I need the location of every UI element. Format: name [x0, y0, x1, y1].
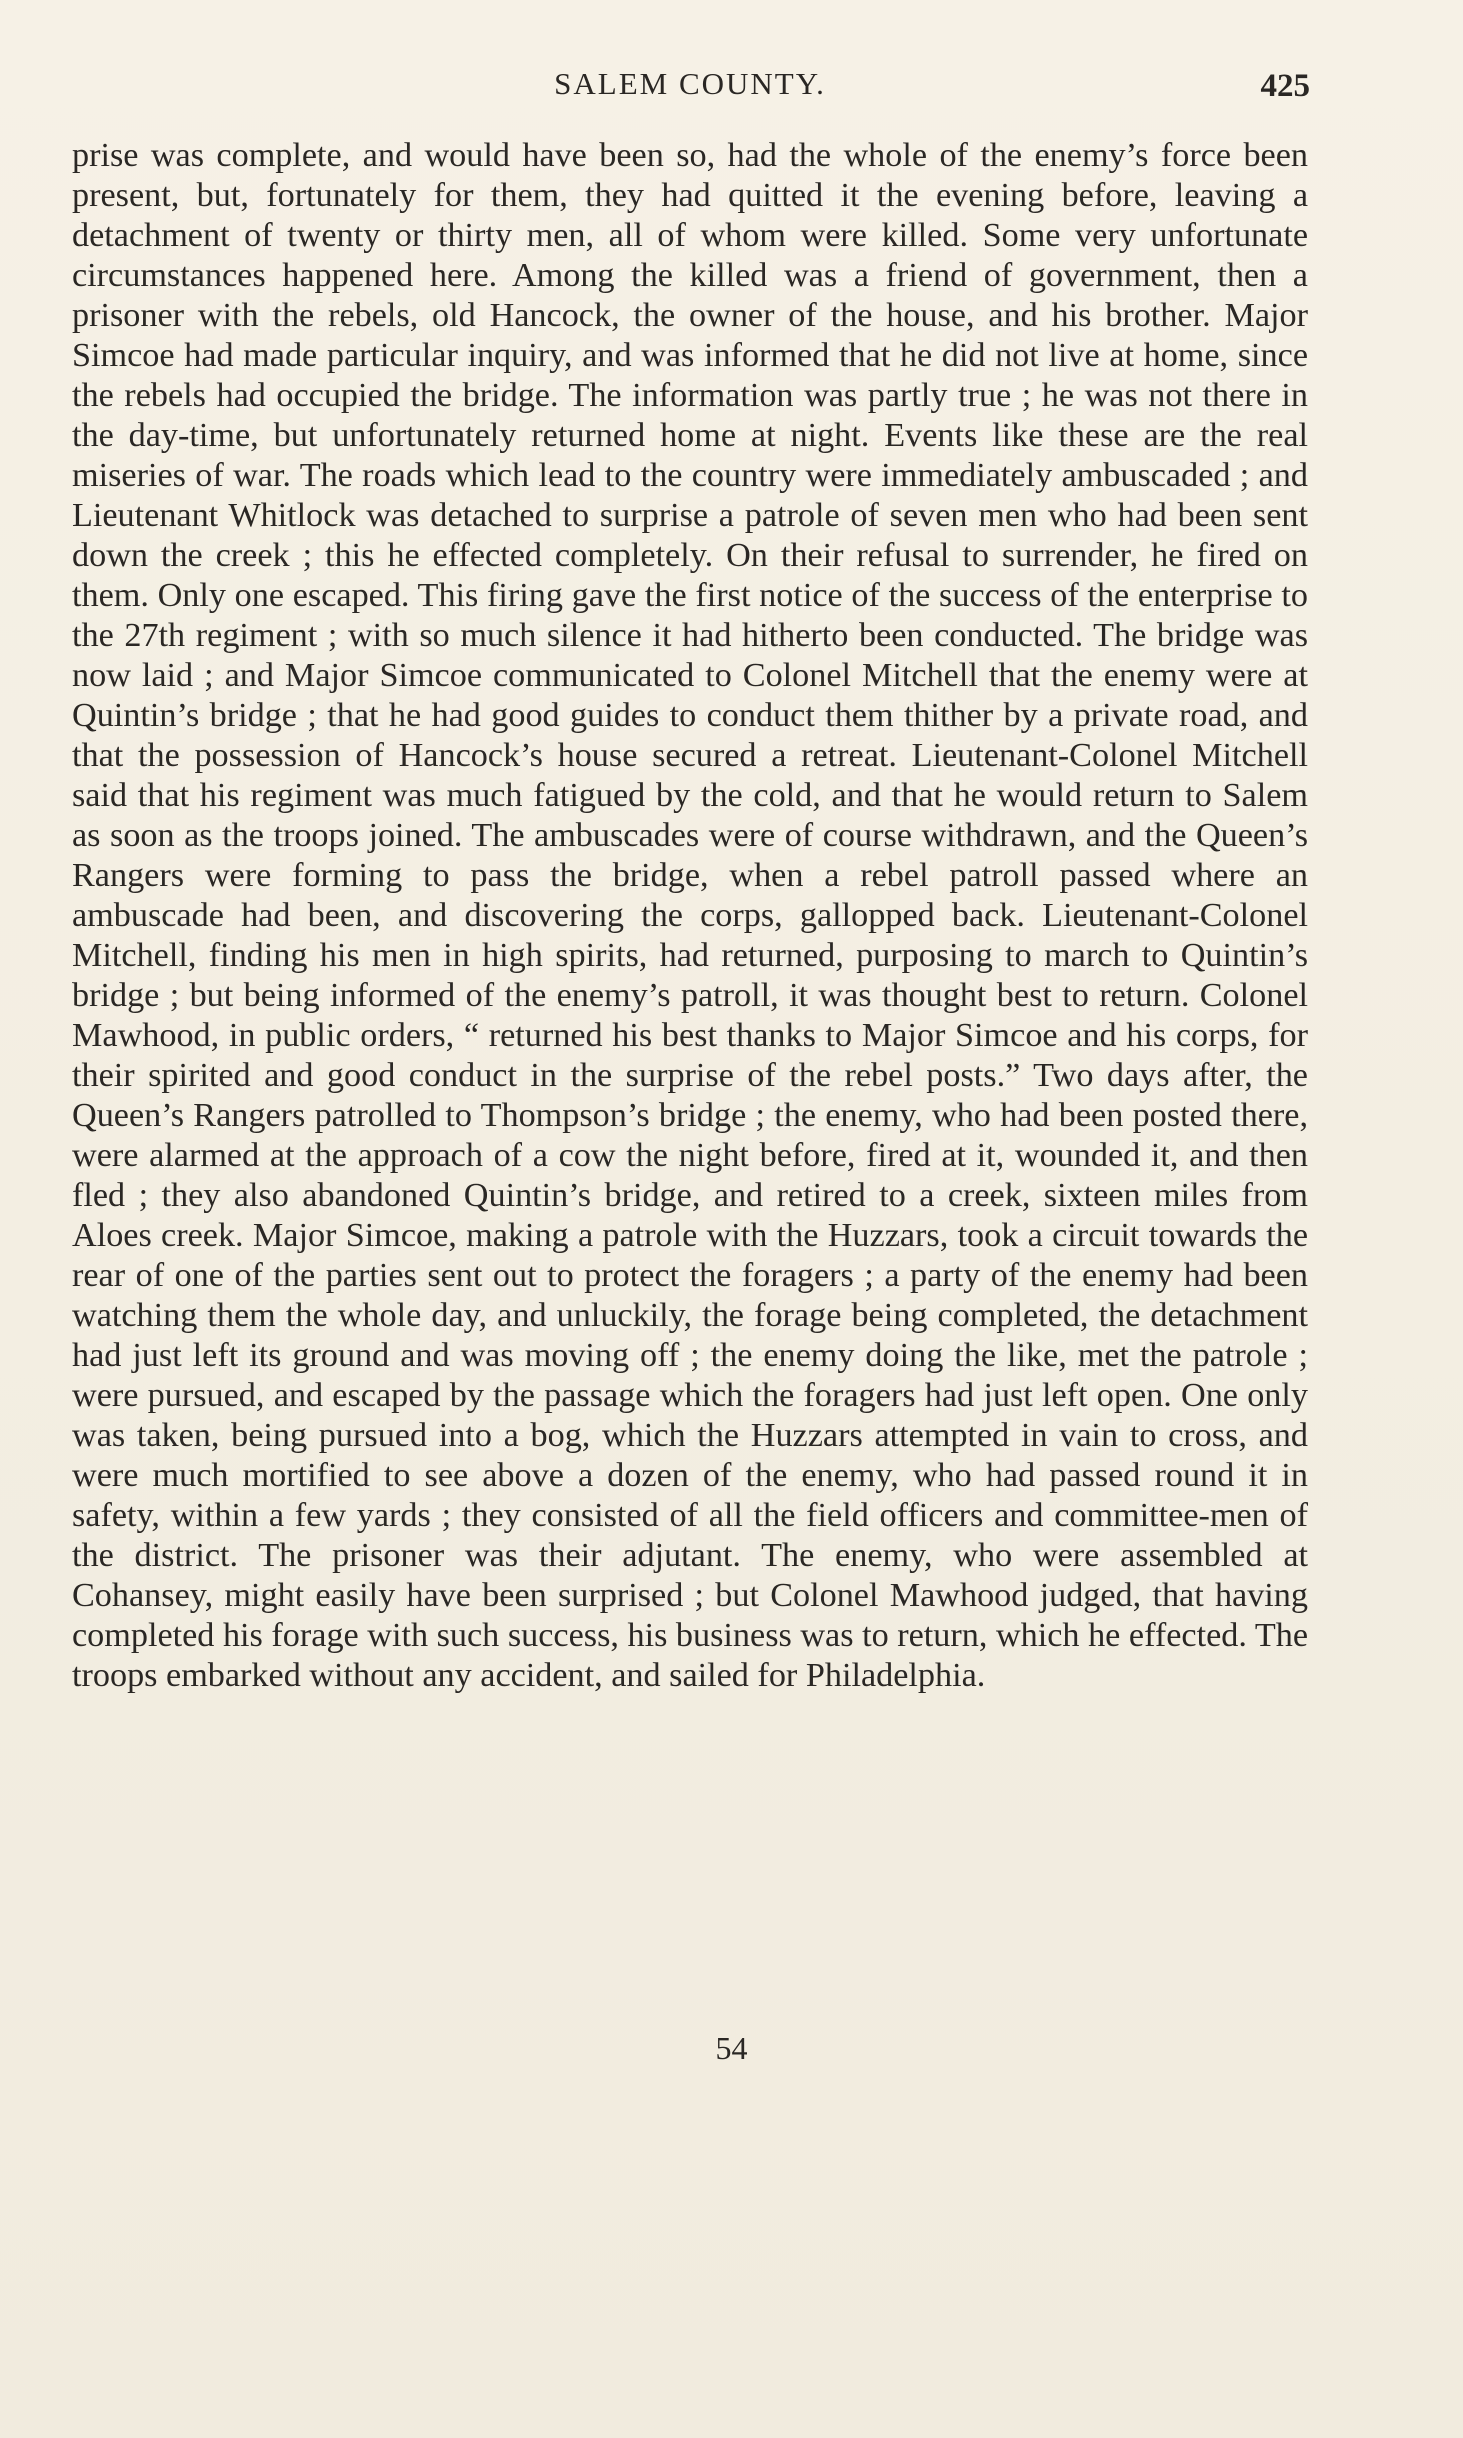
signature-mark: 54 — [715, 2030, 748, 2066]
running-head: SALEM COUNTY. — [554, 66, 826, 101]
paragraph: prise was complete, and would have been so, had the whole of the enemy’s force been present, but, fortunately for them, they had quitted it the evening before, leaving a detachment of twenty or thirty men, all of whom were killed. Some very unfortunate circumstances happened here. Among the killed was a friend of government, then a prisoner with the rebels, old Hancock, the owner of the house, and his brother. Major Simcoe had made particular inquiry, and was informed that he did not live at home, since the rebels had occupied the bridge. The information was partly true ; he was not there in the day-time, but unfortunately returned home at night. Events like these are the real miseries of war. The roads which lead to the country were immediately ambuscaded ; and Lieutenant Whitlock was detached to surprise a patrole of seven men who had been sent down the creek ; this he effected completely. On their refusal to surrender, he fired on them. Only one escaped. This firing gave the first notice of the success of the enterprise to the 27th regiment ; with so much silence it had hitherto been conducted. The bridge was now laid ; and Major Simcoe communicated to Colonel Mitchell that the enemy were at Quintin’s bridge ; that he had good guides to conduct them thither by a private road, and that the possession of Hancock’s house secured a retreat. Lieutenant-Colonel Mitchell said that his regiment was much fatigued by the cold, and that he would return to Salem as soon as the troops joined. The ambuscades were of course withdrawn, and the Queen’s Rangers were forming to pass the bridge, when a rebel patroll passed where an ambuscade had been, and discovering the corps, gallopped back. Lieutenant-Colonel Mitchell, finding his men in high spirits, had returned, purposing to march to Quintin’s bridge ; but being informed of the enemy’s patroll, it was thought best to return. Colonel Mawhood, in public orders, “ returned his best thanks to Major Simcoe and his corps, for their spirited and good conduct in the surprise of the rebel posts.” Two days after, the Queen’s Rangers patrolled to Thompson’s bridge ; the enemy, who had been posted there, were alarmed at the approach of a cow the night before, fired at it, wounded it, and then fled ; they also abandoned Quintin’s bridge, and retired to a creek, sixteen miles from Aloes creek. Major Simcoe, making a patrole with the Huzzars, took a circuit towards the rear of one of the parties sent out to protect the foragers ; a party of the enemy had been watching them the whole day, and unluckily, the forage being completed, the detachment had just left its ground and was moving off ; the enemy doing the like, met the patrole ; were pursued, and escaped by the passage which the foragers had just left open. One only was taken, being pursued into a bog, which the Huzzars attempted in vain to cross, and were much mortified to see above a dozen of the enemy, who had passed round it in safety, within a few yards ; they consisted of all the field officers and committee-men of the district. The prisoner was their adjutant. The enemy, who were assembled at Cohansey, might easily have been surprised ; but Colonel Mawhood judged, that having completed his forage with such success, his business was to return, which he effected. The troops embarked without any accident, and sailed for Philadelphia. — [72, 137, 1308, 1694]
body-text — [72, 136, 1308, 1696]
page-header — [70, 60, 1310, 110]
page-number: 425 — [1260, 68, 1310, 104]
